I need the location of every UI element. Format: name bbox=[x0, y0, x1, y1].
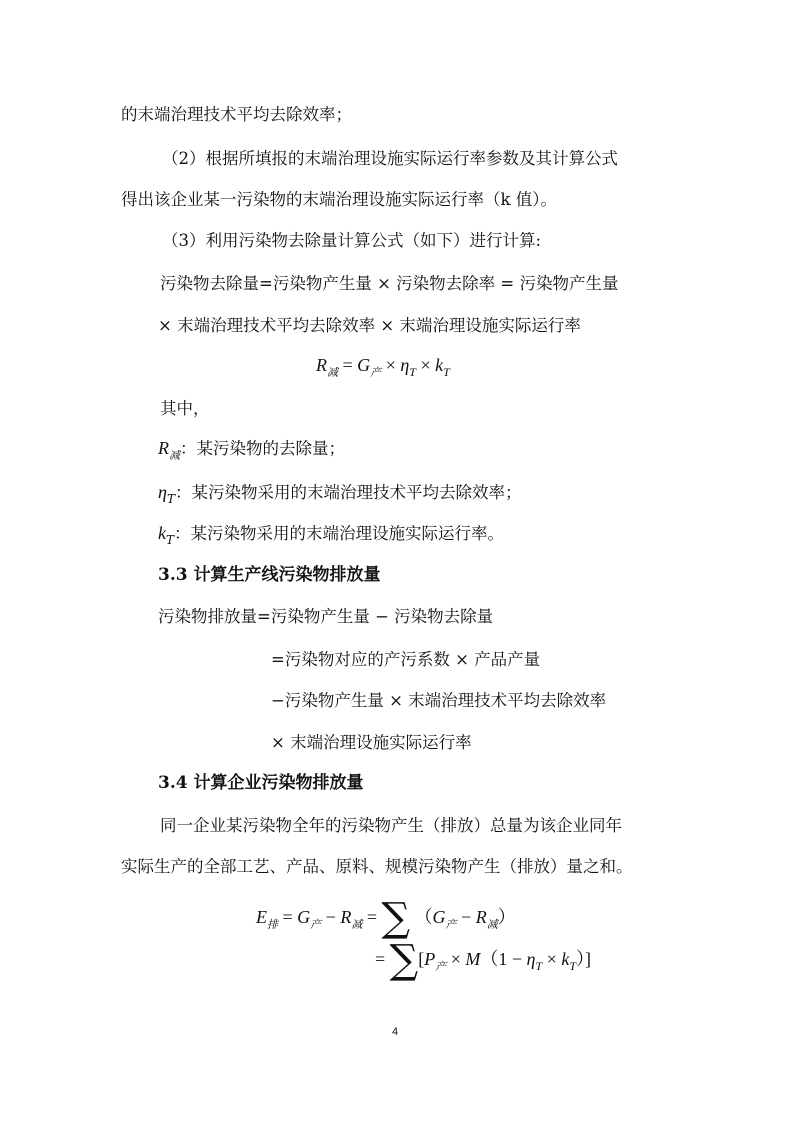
formula-emission-line1: $E_排 = G_产 - R_减$ = ∑ $(G_产 - R_减)$ bbox=[256, 895, 516, 941]
text-line: 实际生产的全部工艺、产品、原料、规模污染物产生（排放）量之和。 bbox=[121, 857, 633, 876]
text-line: （2）根据所填报的末端治理设施实际运行率参数及其计算公式 bbox=[162, 149, 618, 168]
formula-emission-line2: = $\sum[P_产 \times M(1 - \eta_T \times k_T)]$ bbox=[375, 937, 591, 983]
text-line: × 末端治理技术平均去除效率 × 末端治理设施实际运行率 bbox=[158, 316, 581, 335]
text-line: × 末端治理设施实际运行率 bbox=[271, 733, 472, 752]
text-line: −污染物产生量 × 末端治理技术平均去除效率 bbox=[271, 691, 607, 710]
definition-r: $R_减$：某污染物的去除量； bbox=[158, 438, 345, 462]
page-number: 4 bbox=[392, 1026, 399, 1038]
section-heading: 3.4 计算企业污染物排放量 bbox=[158, 773, 364, 793]
text-line: 得出该企业某一污染物的末端治理设施实际运行率（k 值）。 bbox=[121, 190, 557, 209]
text-line: （3）利用污染物去除量计算公式（如下）进行计算: bbox=[162, 231, 542, 250]
definition-k: $k_T$：某污染物采用的末端治理设施实际运行率。 bbox=[158, 523, 505, 547]
text-line: 污染物排放量=污染物产生量 − 污染物去除量 bbox=[158, 607, 494, 626]
text-line: =污染物对应的产污系数 × 产品产量 bbox=[271, 650, 541, 669]
formula-removal: $R_减 = G_产 \times \eta_T \times k_T$ bbox=[316, 355, 450, 379]
text-line: 其中， bbox=[160, 399, 210, 418]
text-line: 污染物去除量=污染物产生量 × 污染物去除率 = 污染物产生量 bbox=[160, 274, 619, 293]
definition-eta: $\eta_T$：某污染物采用的末端治理技术平均去除效率； bbox=[158, 482, 522, 506]
section-heading: 3.3 计算生产线污染物排放量 bbox=[158, 565, 381, 585]
text-line: 同一企业某污染物全年的污染物产生（排放）总量为该企业同年 bbox=[160, 816, 622, 835]
text-line: 的末端治理技术平均去除效率； bbox=[121, 105, 352, 124]
